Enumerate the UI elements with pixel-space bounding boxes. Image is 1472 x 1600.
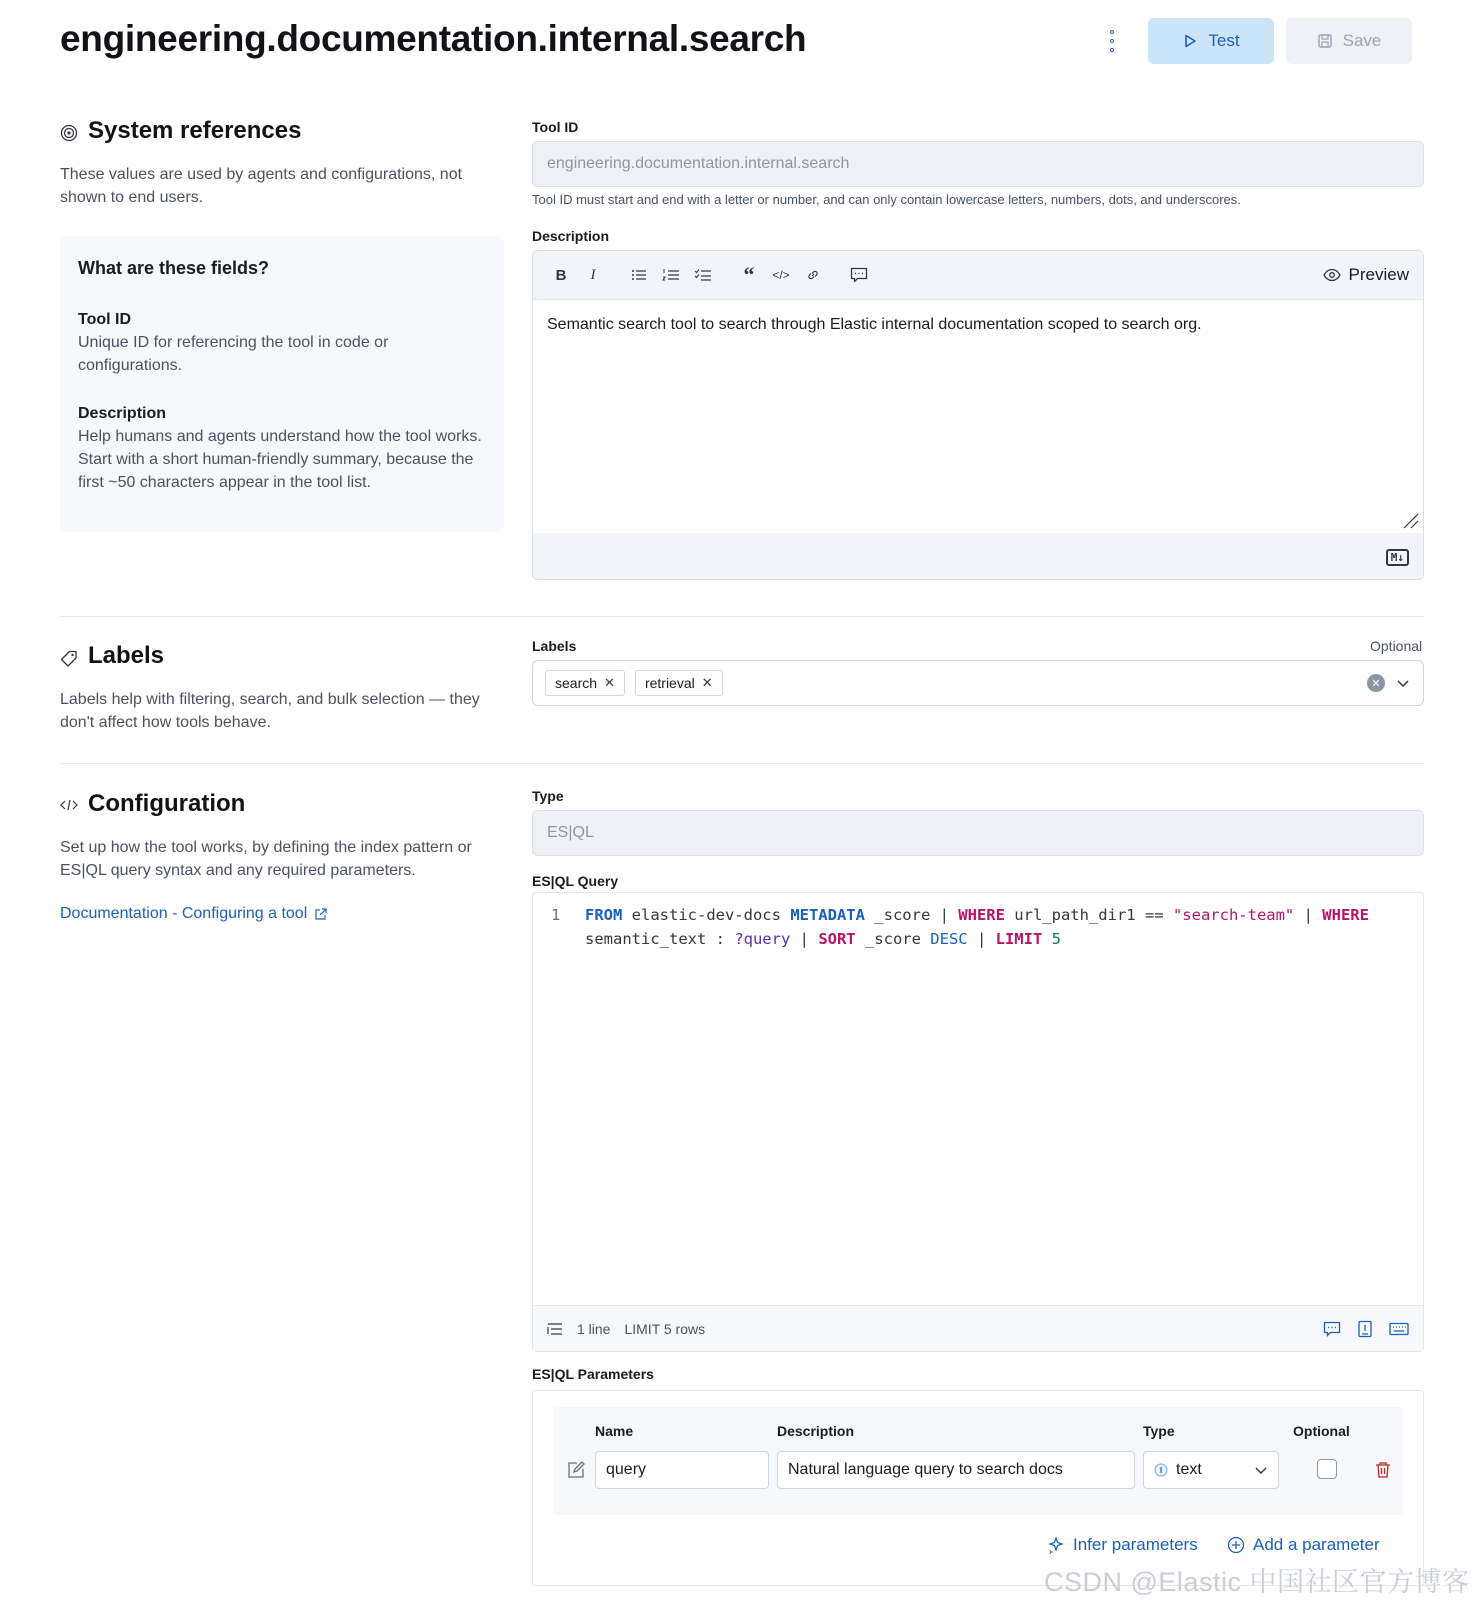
bold-icon[interactable]: B (555, 266, 567, 284)
params-panel (532, 1390, 1424, 1586)
preview-button[interactable] (1323, 265, 1409, 285)
save-button[interactable] (1286, 18, 1412, 64)
param-type-value: text (1176, 1461, 1202, 1478)
label-chip (545, 670, 625, 696)
type-label: Type (532, 788, 564, 804)
save-icon (1317, 33, 1333, 49)
col-header-name: Name (595, 1423, 634, 1439)
more-actions-icon[interactable] (1104, 30, 1120, 52)
description-label: Description (532, 228, 610, 244)
type-select[interactable]: ES|QL (532, 810, 1424, 856)
token-pipe: | (1294, 906, 1323, 924)
text-type-icon (1154, 1463, 1168, 1477)
infer-parameters-button[interactable] (1047, 1535, 1198, 1555)
token-pipe: | (967, 930, 996, 948)
code-line-wrap (585, 927, 1061, 951)
token-where: WHERE (1322, 906, 1369, 924)
limit-info: LIMIT 5 rows (624, 1320, 706, 1337)
wrap-lines-icon[interactable] (547, 1322, 563, 1336)
section-divider (60, 616, 1424, 617)
label-chip-text: retrieval (644, 675, 695, 691)
configuration-desc: Set up how the tool works, by defining the index pattern or ES|QL query syntax and any required parameters. (60, 839, 472, 879)
tool-id-label: Tool ID (532, 119, 579, 135)
token-score: _score (855, 930, 931, 948)
token-field: semantic_text : (585, 930, 735, 948)
documentation-link[interactable] (60, 905, 327, 923)
token-where: WHERE (958, 906, 1005, 924)
bullet-list-icon[interactable] (623, 259, 655, 291)
italic-icon[interactable]: I (590, 266, 596, 283)
add-parameter-label: Add a parameter (1253, 1535, 1380, 1554)
labels-optional: Optional (1370, 638, 1423, 654)
markdown-editor (532, 250, 1424, 580)
token-metadata: METADATA (790, 906, 865, 924)
token-desc: DESC (930, 930, 968, 948)
token-from: FROM (585, 906, 623, 924)
clear-icon[interactable]: ✕ (1367, 674, 1385, 692)
label-chip (635, 670, 723, 696)
edit-icon[interactable] (567, 1461, 585, 1479)
documentation-link-text: Documentation - Configuring a tool (60, 905, 308, 922)
chevron-down-icon[interactable] (1395, 675, 1411, 691)
numbered-list-icon[interactable] (655, 259, 687, 291)
resize-handle-icon[interactable] (1401, 511, 1419, 529)
link-icon[interactable] (797, 259, 829, 291)
line-number: 1 (551, 906, 561, 924)
help-panel (60, 236, 504, 532)
play-icon (1182, 33, 1198, 49)
token-string: "search-team" (1172, 906, 1295, 924)
labels-desc: Labels help with filtering, search, and bulk selection — they don't affect how tools behave. (60, 691, 480, 731)
code-icon (60, 796, 78, 814)
token-param: ?query (734, 930, 791, 948)
line-count: 1 line (577, 1320, 611, 1337)
param-name-input[interactable]: query (595, 1451, 769, 1489)
col-header-type: Type (1143, 1423, 1175, 1439)
token-sort: SORT (818, 930, 856, 948)
keyboard-icon[interactable] (1389, 1322, 1409, 1336)
token-index: elastic-dev-docs (622, 906, 791, 924)
help-heading: What are these fields? (78, 258, 270, 278)
add-parameter-button[interactable] (1227, 1535, 1380, 1555)
param-type-select[interactable] (1143, 1451, 1279, 1489)
code-editor-footer (533, 1305, 1423, 1351)
markdown-icon: M↓ (1386, 549, 1409, 566)
tag-icon (60, 650, 78, 668)
markdown-footer (533, 533, 1423, 580)
col-header-description: Description (777, 1423, 855, 1439)
eye-icon (1323, 268, 1341, 282)
labels-title: Labels (88, 642, 165, 669)
markdown-toolbar (533, 251, 1423, 299)
tool-id-input[interactable]: engineering.documentation.internal.search (532, 141, 1424, 187)
save-button-label: Save (1342, 31, 1382, 50)
params-table (553, 1407, 1403, 1515)
external-link-icon (314, 908, 327, 921)
watermark: CSDN @Elastic 中国社区官方博客 (1044, 1567, 1470, 1597)
token-pipe: | (790, 930, 819, 948)
help-tool-id-term: Tool ID (78, 311, 132, 328)
param-optional-checkbox[interactable] (1317, 1459, 1337, 1479)
documentation-icon[interactable] (1357, 1320, 1373, 1338)
section-divider (60, 763, 1424, 764)
infer-parameters-label: Infer parameters (1073, 1535, 1198, 1554)
code-icon[interactable]: </> (772, 268, 790, 282)
help-description-term: Description (78, 405, 167, 422)
labels-combobox[interactable] (532, 660, 1424, 706)
sparkles-icon (1047, 1536, 1065, 1554)
delete-icon[interactable] (1375, 1461, 1391, 1479)
token-number: 5 (1042, 930, 1061, 948)
tool-id-hint: Tool ID must start and end with a letter or number, and can only contain lowercase letters, numbers, dots, and underscores. (532, 192, 1241, 207)
col-header-optional: Optional (1293, 1423, 1350, 1439)
comment-icon[interactable] (843, 259, 875, 291)
token-field: url_path_dir1 == (1004, 906, 1173, 924)
params-label: ES|QL Parameters (532, 1366, 654, 1382)
esql-code-editor[interactable] (532, 892, 1424, 1352)
labels-field-label: Labels (532, 638, 577, 654)
param-description-input[interactable]: Natural language query to search docs (777, 1451, 1135, 1489)
task-list-icon[interactable] (687, 259, 719, 291)
token-score: _score | (864, 906, 959, 924)
token-limit: LIMIT (995, 930, 1043, 948)
help-description-def: Help humans and agents understand how the tool works. Start with a short human-friendly summary, because the first ~50 characters appear in the tool list. (78, 428, 482, 491)
configuration-title: Configuration (88, 790, 246, 817)
preview-label: Preview (1348, 265, 1409, 284)
page-title: engineering.documentation.internal.search (60, 18, 807, 59)
quote-icon[interactable]: “ (743, 262, 755, 287)
description-text: Semantic search tool to search through Elastic internal documentation scoped to search org. (547, 316, 1202, 333)
remove-chip-icon[interactable]: ✕ (701, 675, 713, 690)
help-tool-id-def: Unique ID for referencing the tool in code or configurations. (78, 334, 389, 374)
remove-chip-icon[interactable]: ✕ (604, 675, 615, 690)
test-button[interactable] (1148, 18, 1274, 64)
label-chip-text: search (555, 675, 598, 691)
test-button-label: Test (1208, 31, 1240, 50)
code-line (585, 903, 1369, 927)
query-label: ES|QL Query (532, 873, 619, 889)
chevron-down-icon (1254, 1463, 1268, 1477)
description-textarea[interactable] (533, 299, 1423, 533)
feedback-icon[interactable] (1323, 1321, 1341, 1337)
system-references-desc: These values are used by agents and configurations, not shown to end users. (60, 166, 463, 206)
system-references-title: System references (88, 117, 302, 144)
target-icon (60, 124, 78, 142)
plus-circle-icon (1227, 1536, 1245, 1554)
